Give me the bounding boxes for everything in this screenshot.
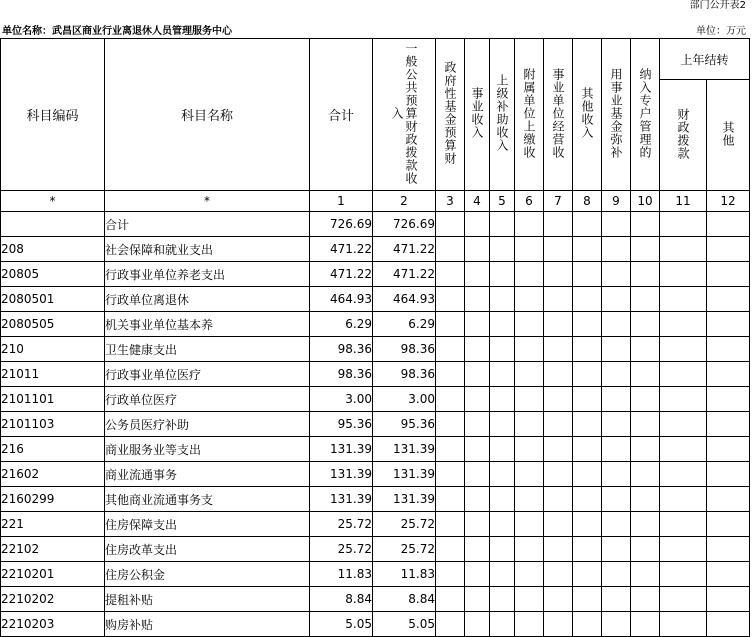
colnum-7: 6 — [515, 191, 544, 212]
cell-prev-fiscal — [660, 262, 707, 287]
cell-business-fund — [602, 437, 631, 462]
cell-superior-subsidy — [490, 237, 515, 262]
cell-prev-fiscal — [660, 362, 707, 387]
table-row[interactable] — [1, 437, 750, 462]
cell-special-account — [631, 287, 660, 312]
header-code: 科目编码 — [1, 39, 105, 191]
cell-subject-code: 22102 — [1, 537, 105, 562]
cell-other-income — [573, 612, 602, 637]
cell-business-operation — [544, 212, 573, 237]
cell-business-operation — [544, 562, 573, 587]
cell-prev-fiscal — [660, 462, 707, 487]
cell-total: 131.39 — [310, 487, 373, 512]
cell-business-operation — [544, 487, 573, 512]
header-special-account: 纳入专户管理的 — [631, 39, 660, 191]
cell-business-operation — [544, 362, 573, 387]
cell-business-operation — [544, 412, 573, 437]
cell-business-income — [465, 212, 490, 237]
cell-prev-other — [707, 612, 750, 637]
cell-business-income — [465, 312, 490, 337]
header-prev-fiscal: 财政拨款 — [660, 80, 707, 191]
header-row-titles — [1, 39, 750, 80]
cell-gov-fund-budget — [436, 487, 465, 512]
colnum-0: * — [1, 191, 105, 212]
colnum-5: 4 — [465, 191, 490, 212]
cell-subject-code: 2210202 — [1, 587, 105, 612]
cell-gov-fund-budget — [436, 412, 465, 437]
cell-gov-fund-budget — [436, 562, 465, 587]
cell-general-budget: 471.22 — [373, 262, 436, 287]
cell-affiliated-unit — [515, 512, 544, 537]
cell-general-budget: 5.05 — [373, 612, 436, 637]
table-row[interactable] — [1, 512, 750, 537]
table-body — [1, 212, 750, 637]
cell-business-fund — [602, 337, 631, 362]
cell-gov-fund-budget — [436, 537, 465, 562]
cell-total: 11.83 — [310, 562, 373, 587]
cell-other-income — [573, 512, 602, 537]
table-row[interactable] — [1, 537, 750, 562]
cell-superior-subsidy — [490, 387, 515, 412]
cell-subject-name: 住房保障支出 — [105, 512, 310, 537]
cell-gov-fund-budget — [436, 337, 465, 362]
cell-subject-code — [1, 212, 105, 237]
cell-subject-code: 216 — [1, 437, 105, 462]
cell-general-budget: 6.29 — [373, 312, 436, 337]
cell-affiliated-unit — [515, 612, 544, 637]
cell-gov-fund-budget — [436, 387, 465, 412]
cell-superior-subsidy — [490, 512, 515, 537]
cell-business-fund — [602, 287, 631, 312]
cell-business-operation — [544, 262, 573, 287]
cell-special-account — [631, 512, 660, 537]
cell-prev-fiscal — [660, 412, 707, 437]
cell-affiliated-unit — [515, 537, 544, 562]
colnum-4: 3 — [436, 191, 465, 212]
cell-subject-code: 2080505 — [1, 312, 105, 337]
cell-subject-name: 卫生健康支出 — [105, 337, 310, 362]
colnum-6: 5 — [490, 191, 515, 212]
cell-superior-subsidy — [490, 212, 515, 237]
cell-gov-fund-budget — [436, 437, 465, 462]
cell-other-income — [573, 537, 602, 562]
header-row-numbers — [1, 191, 750, 212]
cell-business-fund — [602, 537, 631, 562]
table-row[interactable] — [1, 387, 750, 412]
cell-general-budget: 98.36 — [373, 337, 436, 362]
cell-other-income — [573, 462, 602, 487]
cell-subject-name: 合计 — [105, 212, 310, 237]
cell-prev-other — [707, 562, 750, 587]
header-other-income: 其他收入 — [573, 39, 602, 191]
cell-special-account — [631, 362, 660, 387]
cell-gov-fund-budget — [436, 287, 465, 312]
cell-prev-other — [707, 212, 750, 237]
table-row[interactable] — [1, 287, 750, 312]
cell-business-income — [465, 462, 490, 487]
cell-subject-code: 2101101 — [1, 387, 105, 412]
cell-affiliated-unit — [515, 312, 544, 337]
cell-total: 471.22 — [310, 237, 373, 262]
cell-total: 471.22 — [310, 262, 373, 287]
cell-subject-name: 购房补贴 — [105, 612, 310, 637]
cell-affiliated-unit — [515, 287, 544, 312]
cell-superior-subsidy — [490, 437, 515, 462]
colnum-8: 7 — [544, 191, 573, 212]
cell-subject-name: 公务员医疗补助 — [105, 412, 310, 437]
cell-affiliated-unit — [515, 462, 544, 487]
cell-business-fund — [602, 462, 631, 487]
cell-affiliated-unit — [515, 487, 544, 512]
cell-affiliated-unit — [515, 562, 544, 587]
cell-subject-code: 2210201 — [1, 562, 105, 587]
cell-prev-fiscal — [660, 537, 707, 562]
colnum-9: 8 — [573, 191, 602, 212]
table-row[interactable] — [1, 412, 750, 437]
header-name: 科目名称 — [105, 39, 310, 191]
cell-business-income — [465, 337, 490, 362]
cell-subject-name: 商业服务业等支出 — [105, 437, 310, 462]
cell-special-account — [631, 262, 660, 287]
cell-prev-fiscal — [660, 487, 707, 512]
cell-business-income — [465, 262, 490, 287]
cell-gov-fund-budget — [436, 362, 465, 387]
header-prev-other: 其他 — [707, 80, 750, 191]
cell-prev-other — [707, 462, 750, 487]
cell-subject-name: 机关事业单位基本养 — [105, 312, 310, 337]
cell-general-budget: 131.39 — [373, 487, 436, 512]
cell-total: 25.72 — [310, 512, 373, 537]
cell-total: 131.39 — [310, 437, 373, 462]
cell-superior-subsidy — [490, 337, 515, 362]
cell-total: 131.39 — [310, 462, 373, 487]
table-row[interactable] — [1, 562, 750, 587]
cell-business-fund — [602, 237, 631, 262]
cell-prev-other — [707, 312, 750, 337]
header-business-operation: 事业单位经营收 — [544, 39, 573, 191]
cell-business-fund — [602, 312, 631, 337]
cell-gov-fund-budget — [436, 212, 465, 237]
cell-prev-fiscal — [660, 562, 707, 587]
cell-special-account — [631, 212, 660, 237]
cell-total: 95.36 — [310, 412, 373, 437]
cell-gov-fund-budget — [436, 512, 465, 537]
table-row[interactable] — [1, 462, 750, 487]
cell-superior-subsidy — [490, 412, 515, 437]
cell-other-income — [573, 262, 602, 287]
cell-other-income — [573, 362, 602, 387]
cell-other-income — [573, 337, 602, 362]
cell-business-operation — [544, 612, 573, 637]
cell-prev-other — [707, 237, 750, 262]
cell-other-income — [573, 237, 602, 262]
cell-business-operation — [544, 287, 573, 312]
cell-subject-name: 社会保障和就业支出 — [105, 237, 310, 262]
budget-table — [0, 38, 750, 637]
cell-business-fund — [602, 412, 631, 437]
cell-other-income — [573, 212, 602, 237]
cell-affiliated-unit — [515, 212, 544, 237]
header-superior-subsidy: 上级补助收入 — [490, 39, 515, 191]
cell-business-income — [465, 562, 490, 587]
cell-prev-other — [707, 487, 750, 512]
cell-prev-fiscal — [660, 287, 707, 312]
header-business-income: 事业收入 — [465, 39, 490, 191]
cell-general-budget: 25.72 — [373, 512, 436, 537]
cell-gov-fund-budget — [436, 612, 465, 637]
cell-subject-name: 行政事业单位医疗 — [105, 362, 310, 387]
cell-affiliated-unit — [515, 437, 544, 462]
colnum-12: 11 — [660, 191, 707, 212]
cell-subject-code: 210 — [1, 337, 105, 362]
cell-superior-subsidy — [490, 287, 515, 312]
cell-general-budget: 98.36 — [373, 362, 436, 387]
cell-special-account — [631, 487, 660, 512]
organization-name-label: 单位名称：武昌区商业行业离退休人员管理服务中心 — [2, 26, 232, 37]
cell-prev-other — [707, 337, 750, 362]
cell-affiliated-unit — [515, 362, 544, 387]
cell-total: 8.84 — [310, 587, 373, 612]
cell-business-fund — [602, 487, 631, 512]
cell-gov-fund-budget — [436, 462, 465, 487]
cell-general-budget: 3.00 — [373, 387, 436, 412]
header-gov-fund-budget: 政府性基金预算财 — [436, 39, 465, 191]
table-row[interactable] — [1, 212, 750, 237]
header-total: 合计 — [310, 39, 373, 191]
cell-subject-name: 行政单位离退休 — [105, 287, 310, 312]
table-row[interactable] — [1, 362, 750, 387]
cell-prev-fiscal — [660, 237, 707, 262]
cell-prev-fiscal — [660, 312, 707, 337]
cell-prev-fiscal — [660, 612, 707, 637]
cell-general-budget: 471.22 — [373, 237, 436, 262]
cell-business-operation — [544, 387, 573, 412]
cell-subject-code: 20805 — [1, 262, 105, 287]
cell-subject-code: 2160299 — [1, 487, 105, 512]
table-row[interactable] — [1, 262, 750, 287]
cell-prev-other — [707, 412, 750, 437]
cell-general-budget: 131.39 — [373, 462, 436, 487]
cell-business-income — [465, 362, 490, 387]
cell-special-account — [631, 437, 660, 462]
cell-special-account — [631, 312, 660, 337]
cell-subject-code: 208 — [1, 237, 105, 262]
cell-special-account — [631, 337, 660, 362]
cell-business-fund — [602, 212, 631, 237]
cell-subject-name: 行政单位医疗 — [105, 387, 310, 412]
cell-total: 464.93 — [310, 287, 373, 312]
header-business-fund: 用事业基金弥补 — [602, 39, 631, 191]
cell-general-budget: 95.36 — [373, 412, 436, 437]
cell-business-fund — [602, 612, 631, 637]
cell-special-account — [631, 562, 660, 587]
cell-business-income — [465, 612, 490, 637]
cell-superior-subsidy — [490, 462, 515, 487]
cell-subject-name: 行政事业单位养老支出 — [105, 262, 310, 287]
cell-special-account — [631, 412, 660, 437]
cell-special-account — [631, 612, 660, 637]
table-row[interactable] — [1, 312, 750, 337]
cell-business-income — [465, 537, 490, 562]
cell-prev-fiscal — [660, 437, 707, 462]
cell-prev-other — [707, 512, 750, 537]
header-prev-year-carry: 上年结转 — [660, 39, 750, 80]
cell-other-income — [573, 487, 602, 512]
cell-subject-code: 221 — [1, 512, 105, 537]
cell-subject-name: 提租补贴 — [105, 587, 310, 612]
cell-total: 25.72 — [310, 537, 373, 562]
cell-other-income — [573, 287, 602, 312]
cell-business-income — [465, 412, 490, 437]
cell-prev-fiscal — [660, 337, 707, 362]
cell-subject-code: 2101103 — [1, 412, 105, 437]
cell-business-operation — [544, 537, 573, 562]
cell-total: 3.00 — [310, 387, 373, 412]
cell-prev-other — [707, 287, 750, 312]
cell-general-budget: 131.39 — [373, 437, 436, 462]
cell-business-operation — [544, 437, 573, 462]
cell-business-fund — [602, 262, 631, 287]
cell-total: 6.29 — [310, 312, 373, 337]
cell-business-fund — [602, 387, 631, 412]
cell-subject-name: 住房公积金 — [105, 562, 310, 587]
cell-subject-name: 其他商业流通事务支 — [105, 487, 310, 512]
table-row[interactable] — [1, 612, 750, 637]
cell-subject-code: 2210203 — [1, 612, 105, 637]
colnum-13: 12 — [707, 191, 750, 212]
cell-business-fund — [602, 362, 631, 387]
cell-prev-other — [707, 262, 750, 287]
cell-other-income — [573, 412, 602, 437]
cell-special-account — [631, 237, 660, 262]
cell-gov-fund-budget — [436, 312, 465, 337]
colnum-10: 9 — [602, 191, 631, 212]
cell-total: 98.36 — [310, 337, 373, 362]
cell-business-income — [465, 487, 490, 512]
cell-other-income — [573, 562, 602, 587]
cell-special-account — [631, 387, 660, 412]
cell-business-operation — [544, 237, 573, 262]
cell-affiliated-unit — [515, 412, 544, 437]
colnum-1: * — [105, 191, 310, 212]
table-row[interactable] — [1, 237, 750, 262]
table-row[interactable] — [1, 487, 750, 512]
header-general-budget: 一般公共预算财政拨款收入 — [373, 39, 436, 191]
cell-business-fund — [602, 512, 631, 537]
cell-subject-code: 21011 — [1, 362, 105, 387]
cell-other-income — [573, 437, 602, 462]
cell-special-account — [631, 462, 660, 487]
cell-superior-subsidy — [490, 487, 515, 512]
cell-superior-subsidy — [490, 362, 515, 387]
cell-total: 726.69 — [310, 212, 373, 237]
cell-affiliated-unit — [515, 337, 544, 362]
cell-superior-subsidy — [490, 537, 515, 562]
cell-business-income — [465, 512, 490, 537]
table-row[interactable] — [1, 337, 750, 362]
colnum-3: 2 — [373, 191, 436, 212]
colnum-2: 1 — [310, 191, 373, 212]
cell-superior-subsidy — [490, 612, 515, 637]
cell-other-income — [573, 312, 602, 337]
cell-other-income — [573, 387, 602, 412]
cell-prev-other — [707, 387, 750, 412]
report-form-number: 部门公开表2 — [689, 0, 746, 11]
cell-business-income — [465, 237, 490, 262]
cell-affiliated-unit — [515, 387, 544, 412]
cell-prev-fiscal — [660, 387, 707, 412]
cell-prev-fiscal — [660, 512, 707, 537]
cell-superior-subsidy — [490, 562, 515, 587]
cell-total: 5.05 — [310, 612, 373, 637]
cell-business-fund — [602, 562, 631, 587]
cell-total: 98.36 — [310, 362, 373, 387]
cell-general-budget: 464.93 — [373, 287, 436, 312]
cell-business-operation — [544, 337, 573, 362]
cell-general-budget: 25.72 — [373, 537, 436, 562]
cell-affiliated-unit — [515, 262, 544, 287]
cell-subject-name: 住房改革支出 — [105, 537, 310, 562]
cell-prev-fiscal — [660, 212, 707, 237]
cell-gov-fund-budget — [436, 237, 465, 262]
cell-business-operation — [544, 312, 573, 337]
cell-general-budget: 11.83 — [373, 562, 436, 587]
cell-prev-other — [707, 537, 750, 562]
cell-subject-name: 商业流通事务 — [105, 462, 310, 487]
currency-unit-label: 单位：万元 — [696, 26, 746, 37]
cell-general-budget: 8.84 — [373, 587, 436, 612]
cell-affiliated-unit — [515, 237, 544, 262]
cell-business-income — [465, 287, 490, 312]
cell-superior-subsidy — [490, 262, 515, 287]
cell-superior-subsidy — [490, 312, 515, 337]
header-affiliated-unit: 附属单位上缴收 — [515, 39, 544, 191]
cell-special-account — [631, 537, 660, 562]
cell-business-income — [465, 437, 490, 462]
cell-business-operation — [544, 462, 573, 487]
cell-business-income — [465, 387, 490, 412]
cell-general-budget: 726.69 — [373, 212, 436, 237]
colnum-11: 10 — [631, 191, 660, 212]
cell-prev-other — [707, 437, 750, 462]
cell-gov-fund-budget — [436, 262, 465, 287]
cell-prev-other — [707, 362, 750, 387]
cell-subject-code: 21602 — [1, 462, 105, 487]
cell-business-operation — [544, 512, 573, 537]
cell-subject-code: 2080501 — [1, 287, 105, 312]
